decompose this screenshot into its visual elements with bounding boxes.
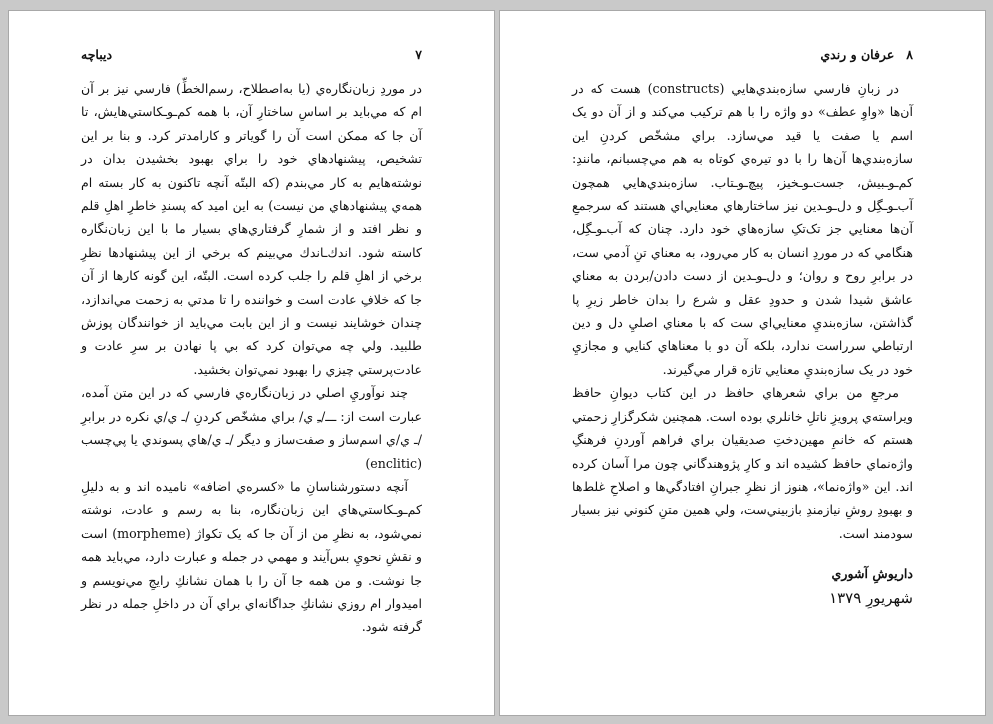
author-name: داريوشِ آشوري (831, 566, 913, 582)
right-page-body (572, 77, 913, 611)
paragraph: چند نوآوريِ اصلي در زبان‌نگاره‌ي فارسي كه در اين متن آمده، عبارت است از: ـــ/ـِ ي/ براي مشخّص كردنِ /ـ ي/ي نكره در برابرِ /ـ ي/ي اسم‌ساز و صفت‌ساز و ديگر /ـ ي/هاي پسوندي يا پي‌چسب (enclitic) (81, 385, 422, 471)
running-title: ديباچه (81, 47, 113, 62)
running-title: عرفان و رندي (820, 47, 895, 62)
left-page-header (81, 47, 422, 62)
signature-date: شهريورِ ۱۳۷۹ (829, 589, 913, 608)
paragraph: مرجعِ من براي شعرهاي حافظ در اين كتاب ديوانِ حافظ ويراسته‌ي پرويزِ ناتلِ خانلري بوده است. همچنين شكرگزارِ زحمتي هستم كه خانمِ مهين‌دختِ صديقيان براي فراهم آوردنِ فرهنگِ واژه‌نماي حافظ كشيده اند و كارِ پژوهندگاني چون مرا آسان كرده اند. اين «واژه‌نما»، هنوز از نظرِ جبرانِ افتادگي‌ها و اصلاحِ غلط‌ها و بهبودِ روشِ نيازمندِ بازبيني‌ست، ولي همين متنِ كنوني نيز بسيار سودمند است. (572, 385, 913, 541)
left-page (8, 10, 495, 716)
signature (572, 563, 913, 611)
page-number: ۷ (415, 47, 422, 62)
paragraph: آنچه دستورشناسانِ ما «كسره‌ي اضافه» ناميده اند و به دليلِ كم‌ـو‌ـكاستي‌هاي اين زبان‌نگاره، بنا به رسم و عادت، نوشته نمي‌شود، به نظرِ من از آن جا كه يک تكواژ (morpheme) است و نقشِ نحويِ بس‌آيند و مهمي در جمله و عبارت دارد، مي‌بايد همه جا نوشت. و من همه جا آن را با همان نشانكِ رايجِ مي‌نويسم و اميدوار ام روزي نشانكِ جداگانه‌اي براي آن در داخلِ جمله در نظر گرفته شود. (81, 478, 422, 635)
page-number: ۸ (906, 47, 913, 62)
paragraph: در زبانِ فارسي سازه‌بندي‌هايي (constructs) هست كه در آن‌ها «واوِ عطف» دو واژه را با هم تركيب مي‌كند و از آن دو يک اسم يا صفت يا قيد مي‌سازد. براي مشخّص كردنِ اين سازه‌بندي‌ها آن‌ها را با دو تيره‌ي كوتاه به هم مي‌چسبانم، مانندِ: كم‌ـو‌ـبيش، جست‌ـو‌ـخيز، پيچ‌ـو‌ـتاب. سازه‌بندي‌هايي همچون آب‌ـو‌ـگِل و دل‌ـو‌ـدين نيز ساختارهاي معنايي‌اي هستند كه سرجمعِ آن‌ها معنايي جز تک‌تکِ سازه‌هاي خود دارد. چنان كه آب‌ـو‌ـگِل، هنگامي كه در موردِ انسان به كار مي‌رود، به معناي تنِ آدمي ست، در برابرِ روح و روان؛ و دل‌ـو‌ـدين از دست دادن/بردن به معناي عاشق شيدا شدن و حدودِ عقل و شرع را بدان خاطر زيرِ پا گذاشتن، سازه‌بنديِ معنايي‌اي ست كه با معناي اصليِ دل و دين ارتباطي سرراست ندارد، بلكه آن دو با معناهاي كنايي و مجازيِ خود در يک سازه‌بنديِ معنايي تازه قرار مي‌گيرند. (572, 81, 913, 377)
right-page (499, 10, 986, 716)
left-page-body (81, 77, 422, 639)
right-page-header (572, 47, 913, 62)
paragraph: در موردِ زبان‌نگاره‌ي (يا به‌اصطلاح، رسم‌الخطِّ) فارسي نيز بر آن ام كه مي‌بايد بر اساسِ ساختارِ آن، با همه كم‌ـو‌ـكاستي‌هايش، تا آن جا كه ممكن است آن را گوياتر و كارامدتر كرد. و بنا بر اين تشخيص، پيشنهادهاي خود را براي بهبود بخشيدن بدان در نوشته‌هايم به كار مي‌بندم (كه البتّه آنچه تاكنون به كار بسته ام همه‌ي پيشنهادهاي من نيست) به اين اميد كه پسندِ خاطرِ اهلِ قلم و نظر افتد و از شمارِ گرفتاري‌هاي بسيار ما با اين زبان‌نگاره كاسته شود. اندك‌ـاندك مي‌بينم كه برخي از اين پيشنهادها نظرِ برخي از اهلِ قلم را جلب كرده است. البتّه، اين گونه كارها از آن جا كه خلافِ عادت است و خواننده را تا مدتي به زحمت مي‌اندازد، چندان خوشايند نيست و از اين بابت مي‌بايد از خوانندگان پوزش طلبيد. ولي چه مي‌توان كرد كه بي پا نهادن بر سرِ عادت و عادت‌پرستي چيزي را بهبود نمي‌توان بخشيد. (81, 81, 422, 377)
